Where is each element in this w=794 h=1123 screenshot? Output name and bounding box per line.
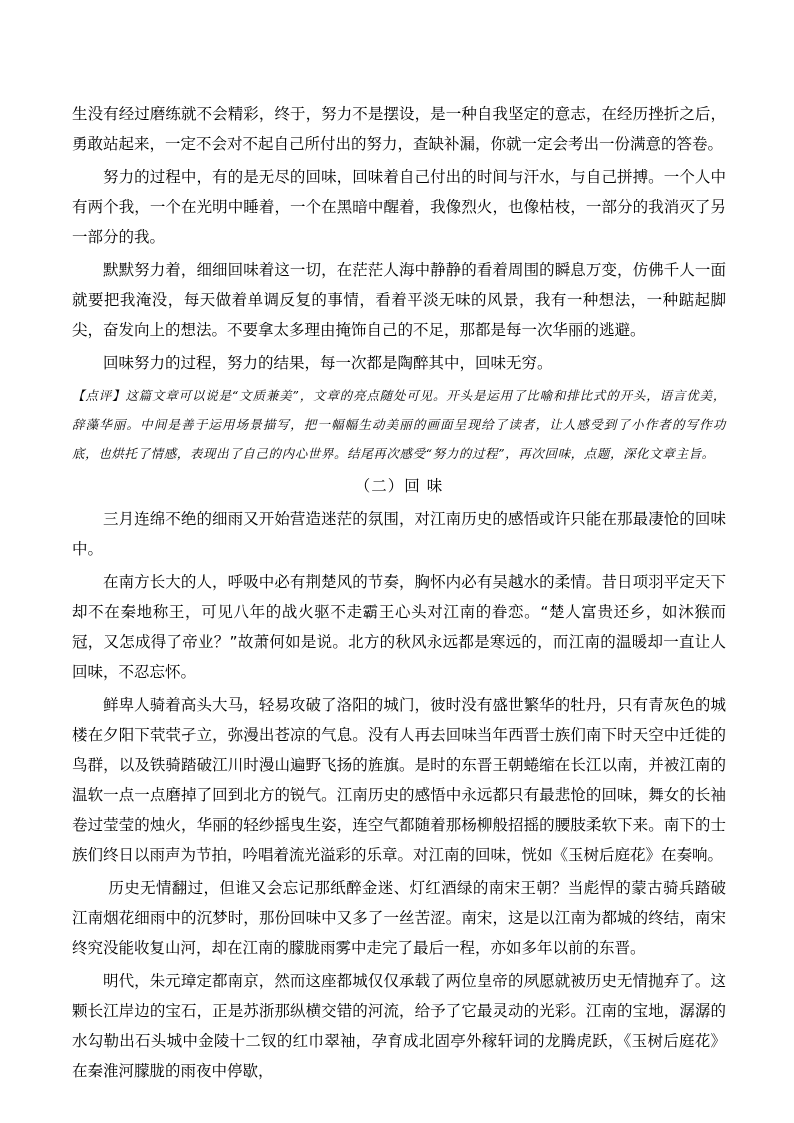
paragraph-6: 在南方长大的人，呼吸中必有荆楚风的节奏，胸怀内必有吴越水的柔情。昔日项羽平定天下却不在秦地称王，可见八年的战火驱不走霸王心头对江南的眷恋。“楚人富贵还乡，如沐猴而冠，又怎成得了帝业？”故萧何如是说。北方的秋风永远都是寒远的，而江南的温暖却一直让人回味，不忍忘怀。 [72, 573, 726, 681]
commentary-note: 【点评】这篇文章可以说是“文质兼美”，文章的亮点随处可见。开头是运用了比喻和排比式的开头，语言优美，辞藻华丽。中间是善于运用场景描写，把一幅幅生动美丽的画面呈现给了读者，让人感受到了小作者的写作功底，也烘托了情感，表现出了自己的内心世界。结尾再次感受“努力的过程”，再次回味，点题，深化文章主旨。 [72, 388, 726, 461]
section-title: （二）回 味 [354, 477, 444, 495]
paragraph-9: 明代，朱元璋定都南京，然而这座都城仅仅承载了两位皇帝的夙愿就被历史无情抛弃了。这颗长江岸边的宝石，正是苏浙那纵横交错的河流，给予了它最灵动的光彩。江南的宝地，潺潺的水勾勒出石头城中金陵十二钗的红巾翠袖，孕育成北固亭外稼轩词的龙腾虎跃，《玉树后庭花》在秦淮河朦胧的雨夜中停歇， [72, 972, 726, 1080]
paragraph-4: 回味努力的过程，努力的结果，每一次都是陶醉其中，回味无穷。 [103, 354, 553, 372]
paragraph-2: 努力的过程中，有的是无尽的回味，回味着自己付出的时间与汗水，与自己拼搏。一个人中有两个我，一个在光明中睡着，一个在黑暗中醒着，我像烈火，也像枯枝，一部分的我消灭了另一部分的我。 [72, 168, 726, 246]
paragraph-5: 三月连绵不绝的细雨又开始营造迷茫的氛围，对江南历史的感悟或许只能在那最凄怆的回味中。 [72, 510, 726, 558]
paragraph-7: 鲜卑人骑着高头大马，轻易攻破了洛阳的城门，彼时没有盛世繁华的牡丹，只有青灰色的城楼在夕阳下茕茕孑立，弥漫出苍凉的气息。没有人再去回味当年西晋士族们南下时天空中迁徙的鸟群，以及铁骑踏破江川时漫山遍野飞扬的旌旗。是时的东晋王朝蜷缩在长江以南，并被江南的温软一点一点磨掉了回到北方的锐气。江南历史的感悟中永远都只有最悲怆的回味，舞女的长袖卷过莹莹的烛火，华丽的轻纱摇曳生姿，连空气都随着那杨柳般招摇的腰肢柔软下来。南下的士族们终日以雨声为节拍，吟唱着流光溢彩的乐章。对江南的回味，恍如《玉树后庭花》在奏响。 [72, 696, 726, 864]
document-body [72, 99, 726, 1089]
paragraph-8: 历史无情翻过，但谁又会忘记那纸醉金迷、灯红酒绿的南宋王朝？当彪悍的蒙古骑兵踏破江南烟花细雨中的沉梦时，那份回味中又多了一丝苦涩。南宋，这是以江南为都城的终结，南宋终究没能收复山河，却在江南的朦胧雨雾中走完了最后一程，亦如多年以前的东晋。 [72, 879, 726, 957]
paragraph-1: 生没有经过磨练就不会精彩，终于，努力不是摆设，是一种自我坚定的意志，在经历挫折之后，勇敢站起来，一定不会对不起自己所付出的努力，查缺补漏，你就一定会考出一份满意的答卷。 [72, 105, 726, 153]
paragraph-3: 默默努力着，细细回味着这一切，在茫茫人海中静静的看着周围的瞬息万变，仿佛千人一面就要把我淹没，每天做着单调反复的事情，看着平淡无味的风景，我有一种想法，一种踮起脚尖，奋发向上的想法。不要拿太多理由掩饰自己的不足，那都是每一次华丽的逃避。 [72, 261, 726, 339]
